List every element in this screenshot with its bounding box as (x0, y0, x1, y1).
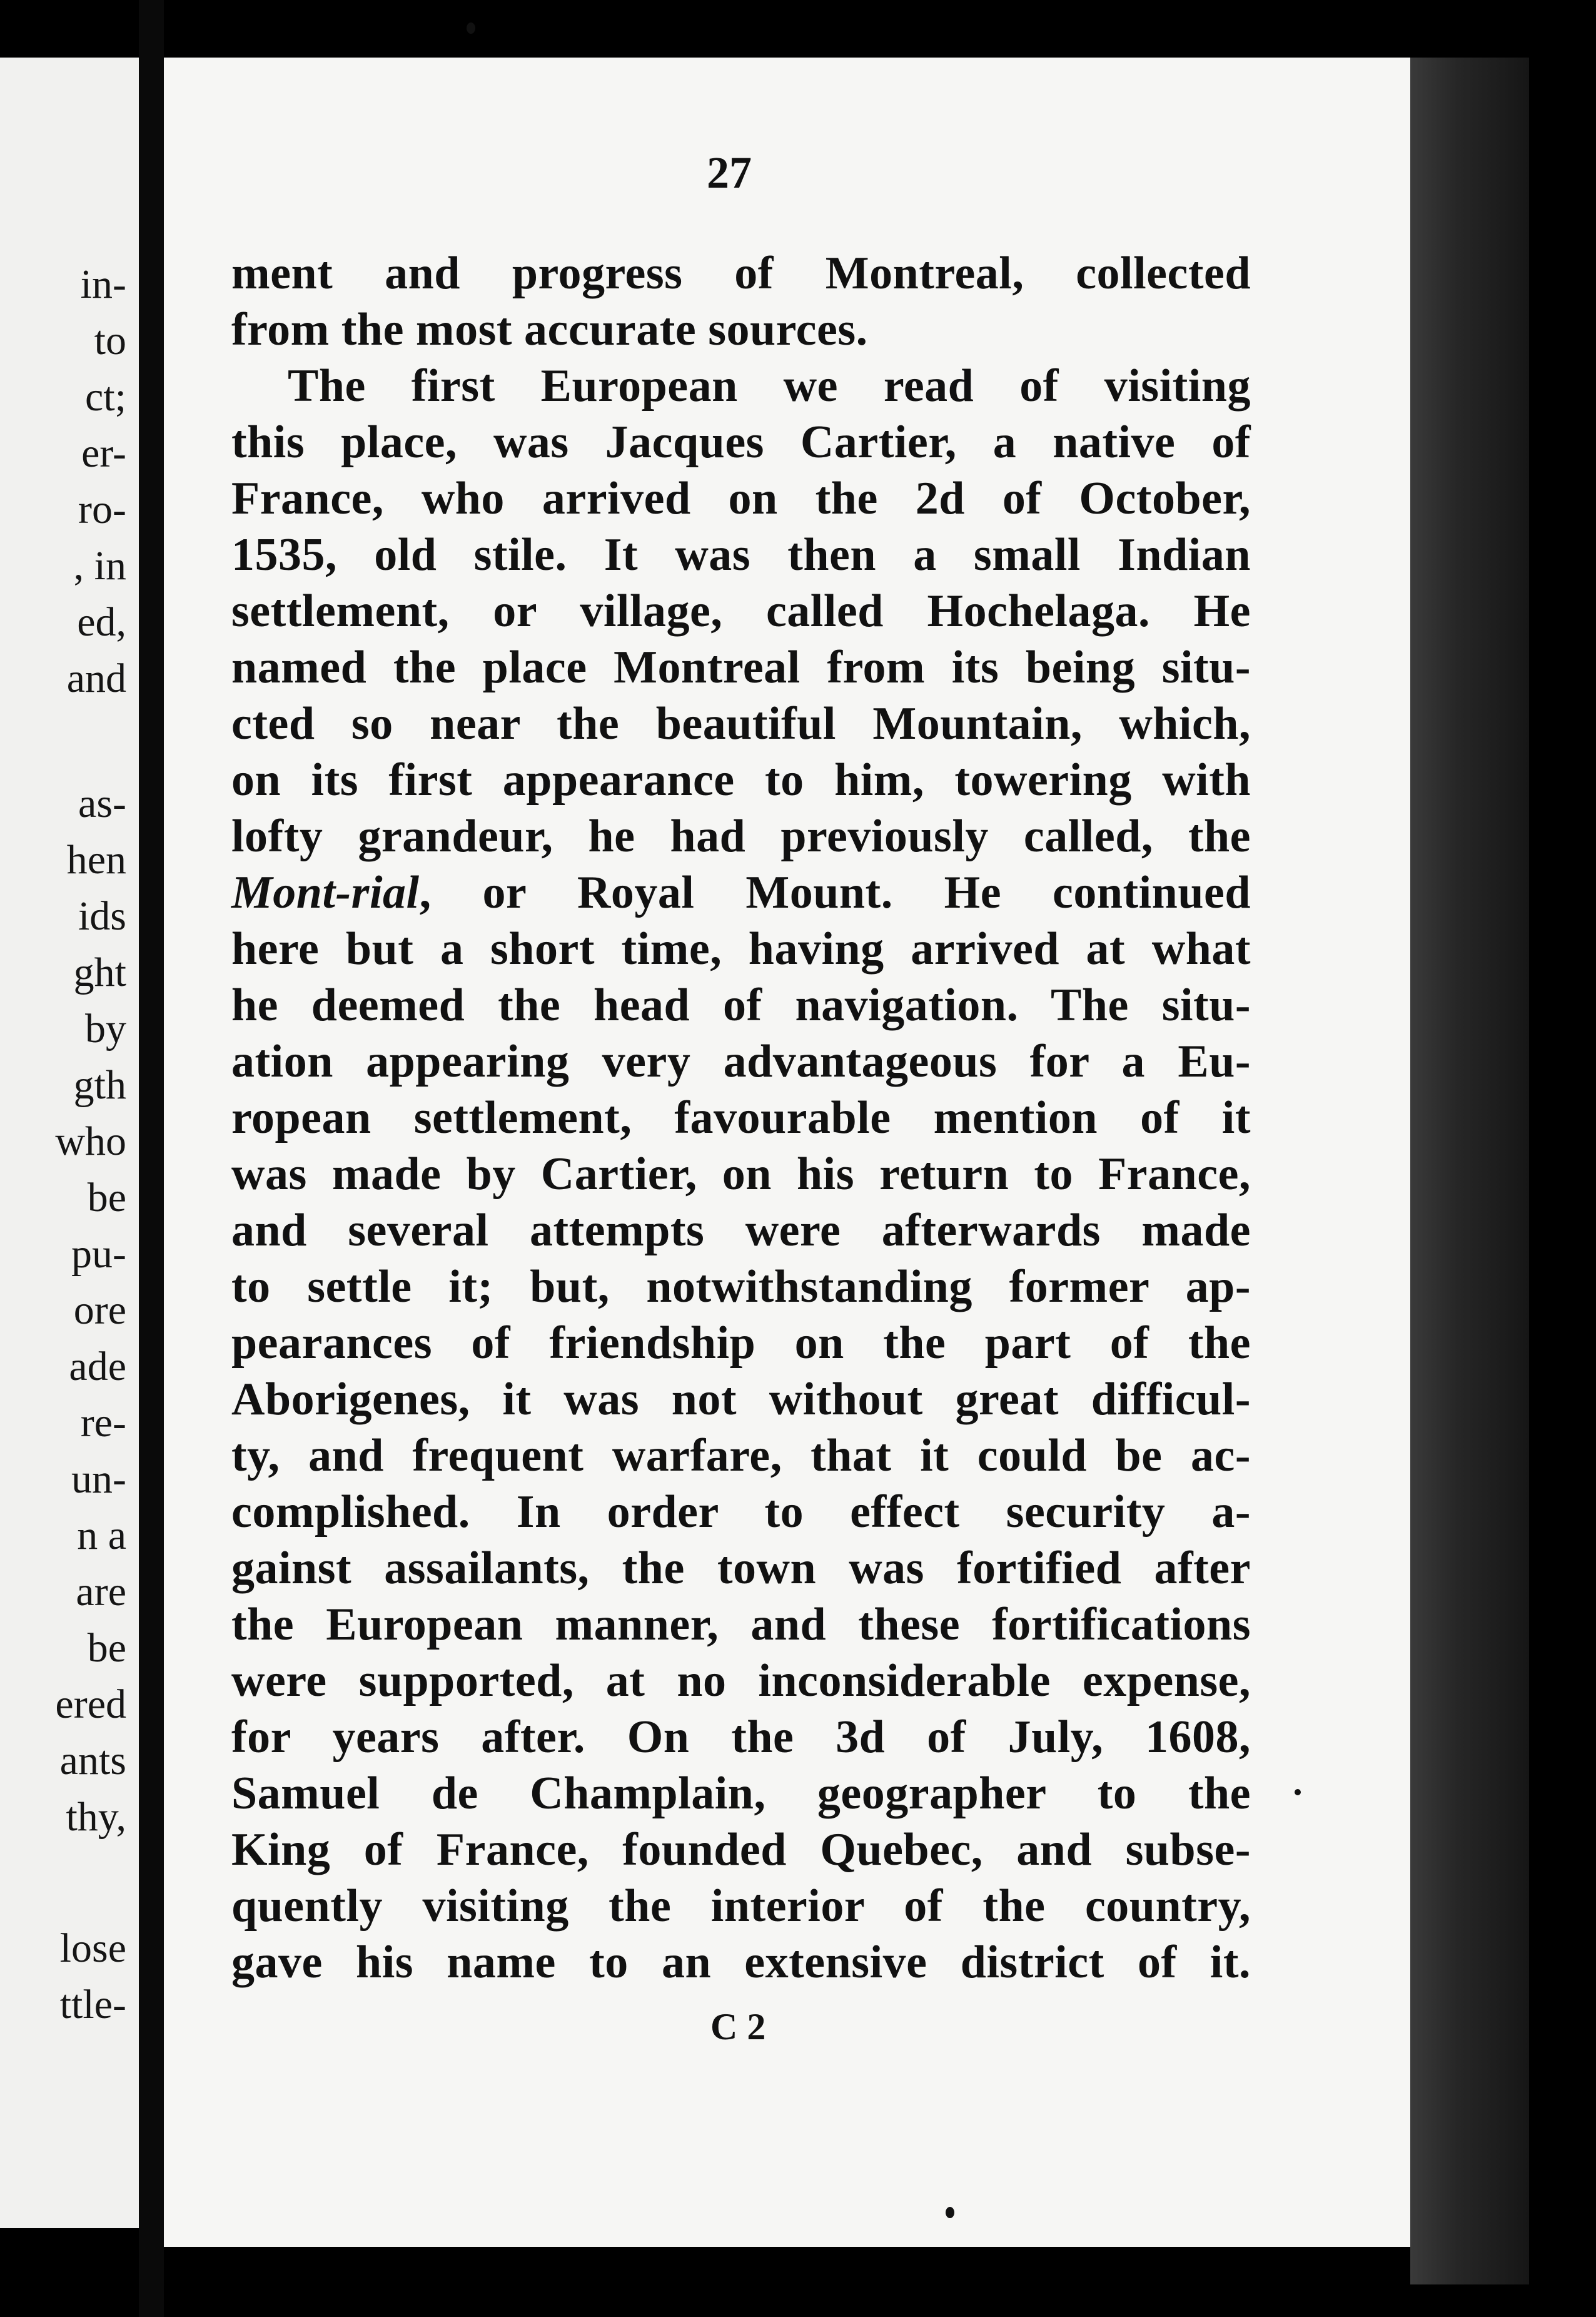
facing-page-fragment: be (87, 1625, 126, 1671)
facing-page-fragment: ants (59, 1738, 126, 1783)
page-edge (1410, 58, 1529, 2284)
facing-page-fragment: n a (77, 1513, 126, 1558)
facing-page-fragment: lose (59, 1925, 126, 1971)
text-line: the European manner, and these fortifications (231, 1599, 1251, 1650)
text-line: named the place Montreal from its being situ- (231, 642, 1251, 693)
facing-page-fragment: ro- (78, 487, 126, 532)
text-line: from the most accurate sources. (231, 304, 868, 355)
signature-mark: C 2 (710, 2006, 766, 2047)
text-line: settlement, or village, called Hochelaga. He (231, 586, 1251, 637)
facing-page-fragment: er- (81, 430, 126, 476)
text-line: gave his name to an extensive district of it. (231, 1937, 1251, 1988)
facing-page-fragment: ttle- (59, 1982, 126, 2027)
text-line: ropean settlement, favourable mention of it (231, 1092, 1251, 1143)
text-line: to settle it; but, notwithstanding former ap- (231, 1261, 1251, 1312)
facing-page-fragment: by (85, 1006, 126, 1052)
text-line: here but a short time, having arrived at what (231, 923, 1251, 975)
text-line: ty, and frequent warfare, that it could be ac- (231, 1430, 1251, 1481)
facing-page-fragment: pu- (71, 1231, 126, 1277)
text-line: ment and progress of Montreal, collected (231, 248, 1251, 299)
facing-page-fragment: ore (73, 1287, 126, 1333)
facing-page-fragment: be (87, 1175, 126, 1220)
facing-page-fragment: in- (80, 261, 126, 307)
facing-page-fragment: un- (71, 1456, 126, 1502)
text-line: complished. In order to effect security a- (231, 1486, 1251, 1538)
text-line (231, 864, 1251, 921)
text-line: were supported, at no inconsiderable expense, (231, 1655, 1251, 1706)
text-line: on its first appearance to him, towering with (231, 754, 1251, 806)
book-gutter (139, 0, 164, 2317)
text-line: this place, was Jacques Cartier, a native of (231, 417, 1251, 468)
facing-page-fragment: ade (69, 1344, 126, 1389)
text-line: for years after. On the 3d of July, 1608, (231, 1711, 1251, 1763)
text-line: France, who arrived on the 2d of October, (231, 473, 1251, 524)
text-line: was made by Cartier, on his return to France, (231, 1148, 1251, 1200)
text-line: and several attempts were afterwards made (231, 1205, 1251, 1256)
facing-page-fragment: thy, (66, 1794, 126, 1840)
facing-page-fragment: ered (55, 1681, 126, 1727)
facing-page-fragment: hen (66, 837, 126, 883)
page-number: 27 (707, 148, 752, 198)
text-line: 1535, old stile. It was then a small Indian (231, 529, 1251, 581)
text-line: pearances of friendship on the part of the (231, 1317, 1251, 1369)
text-line: Aborigenes, it was not without great difficul- (231, 1374, 1251, 1425)
ink-speck (1295, 1789, 1301, 1795)
text-line: Samuel de Champlain, geographer to the (231, 1768, 1251, 1819)
facing-page-fragment: to (94, 318, 126, 363)
facing-page-fragment: gth (73, 1062, 126, 1108)
facing-page-fragment: re- (80, 1400, 126, 1446)
facing-page-fragment: ed, (77, 599, 126, 645)
facing-page-fragment: , in (73, 543, 126, 589)
text-line: cted so near the beautiful Mountain, which, (231, 698, 1251, 749)
facing-page-fragment: and (66, 656, 126, 701)
facing-page-fragment: as- (78, 781, 126, 826)
facing-page-fragment: are (76, 1569, 126, 1615)
text-line: lofty grandeur, he had previously called, the (231, 811, 1251, 862)
text-line: he deemed the head of navigation. The situ- (231, 980, 1251, 1031)
facing-page-fragment: ids (78, 893, 126, 939)
facing-page-fragment: ct; (85, 374, 126, 420)
text-line: King of France, founded Quebec, and subse- (231, 1824, 1251, 1875)
facing-page-fragment: who (55, 1118, 126, 1164)
text-line: ation appearing very advantageous for a Eu- (231, 1036, 1251, 1087)
italic-term: Mont-rial (231, 867, 420, 918)
text-line: gainst assailants, the town was fortified after (231, 1543, 1251, 1594)
facing-page-fragment: ght (73, 950, 126, 995)
facing-page (0, 58, 139, 2228)
text-line: quently visiting the interior of the country, (231, 1880, 1251, 1932)
ink-speck (467, 23, 475, 34)
text-line-rest: , or Royal Mount. He continued (419, 867, 1251, 918)
page-body-text (231, 245, 1251, 1990)
text-line: The first European we read of visiting (288, 360, 1251, 412)
ink-speck (946, 2207, 954, 2218)
